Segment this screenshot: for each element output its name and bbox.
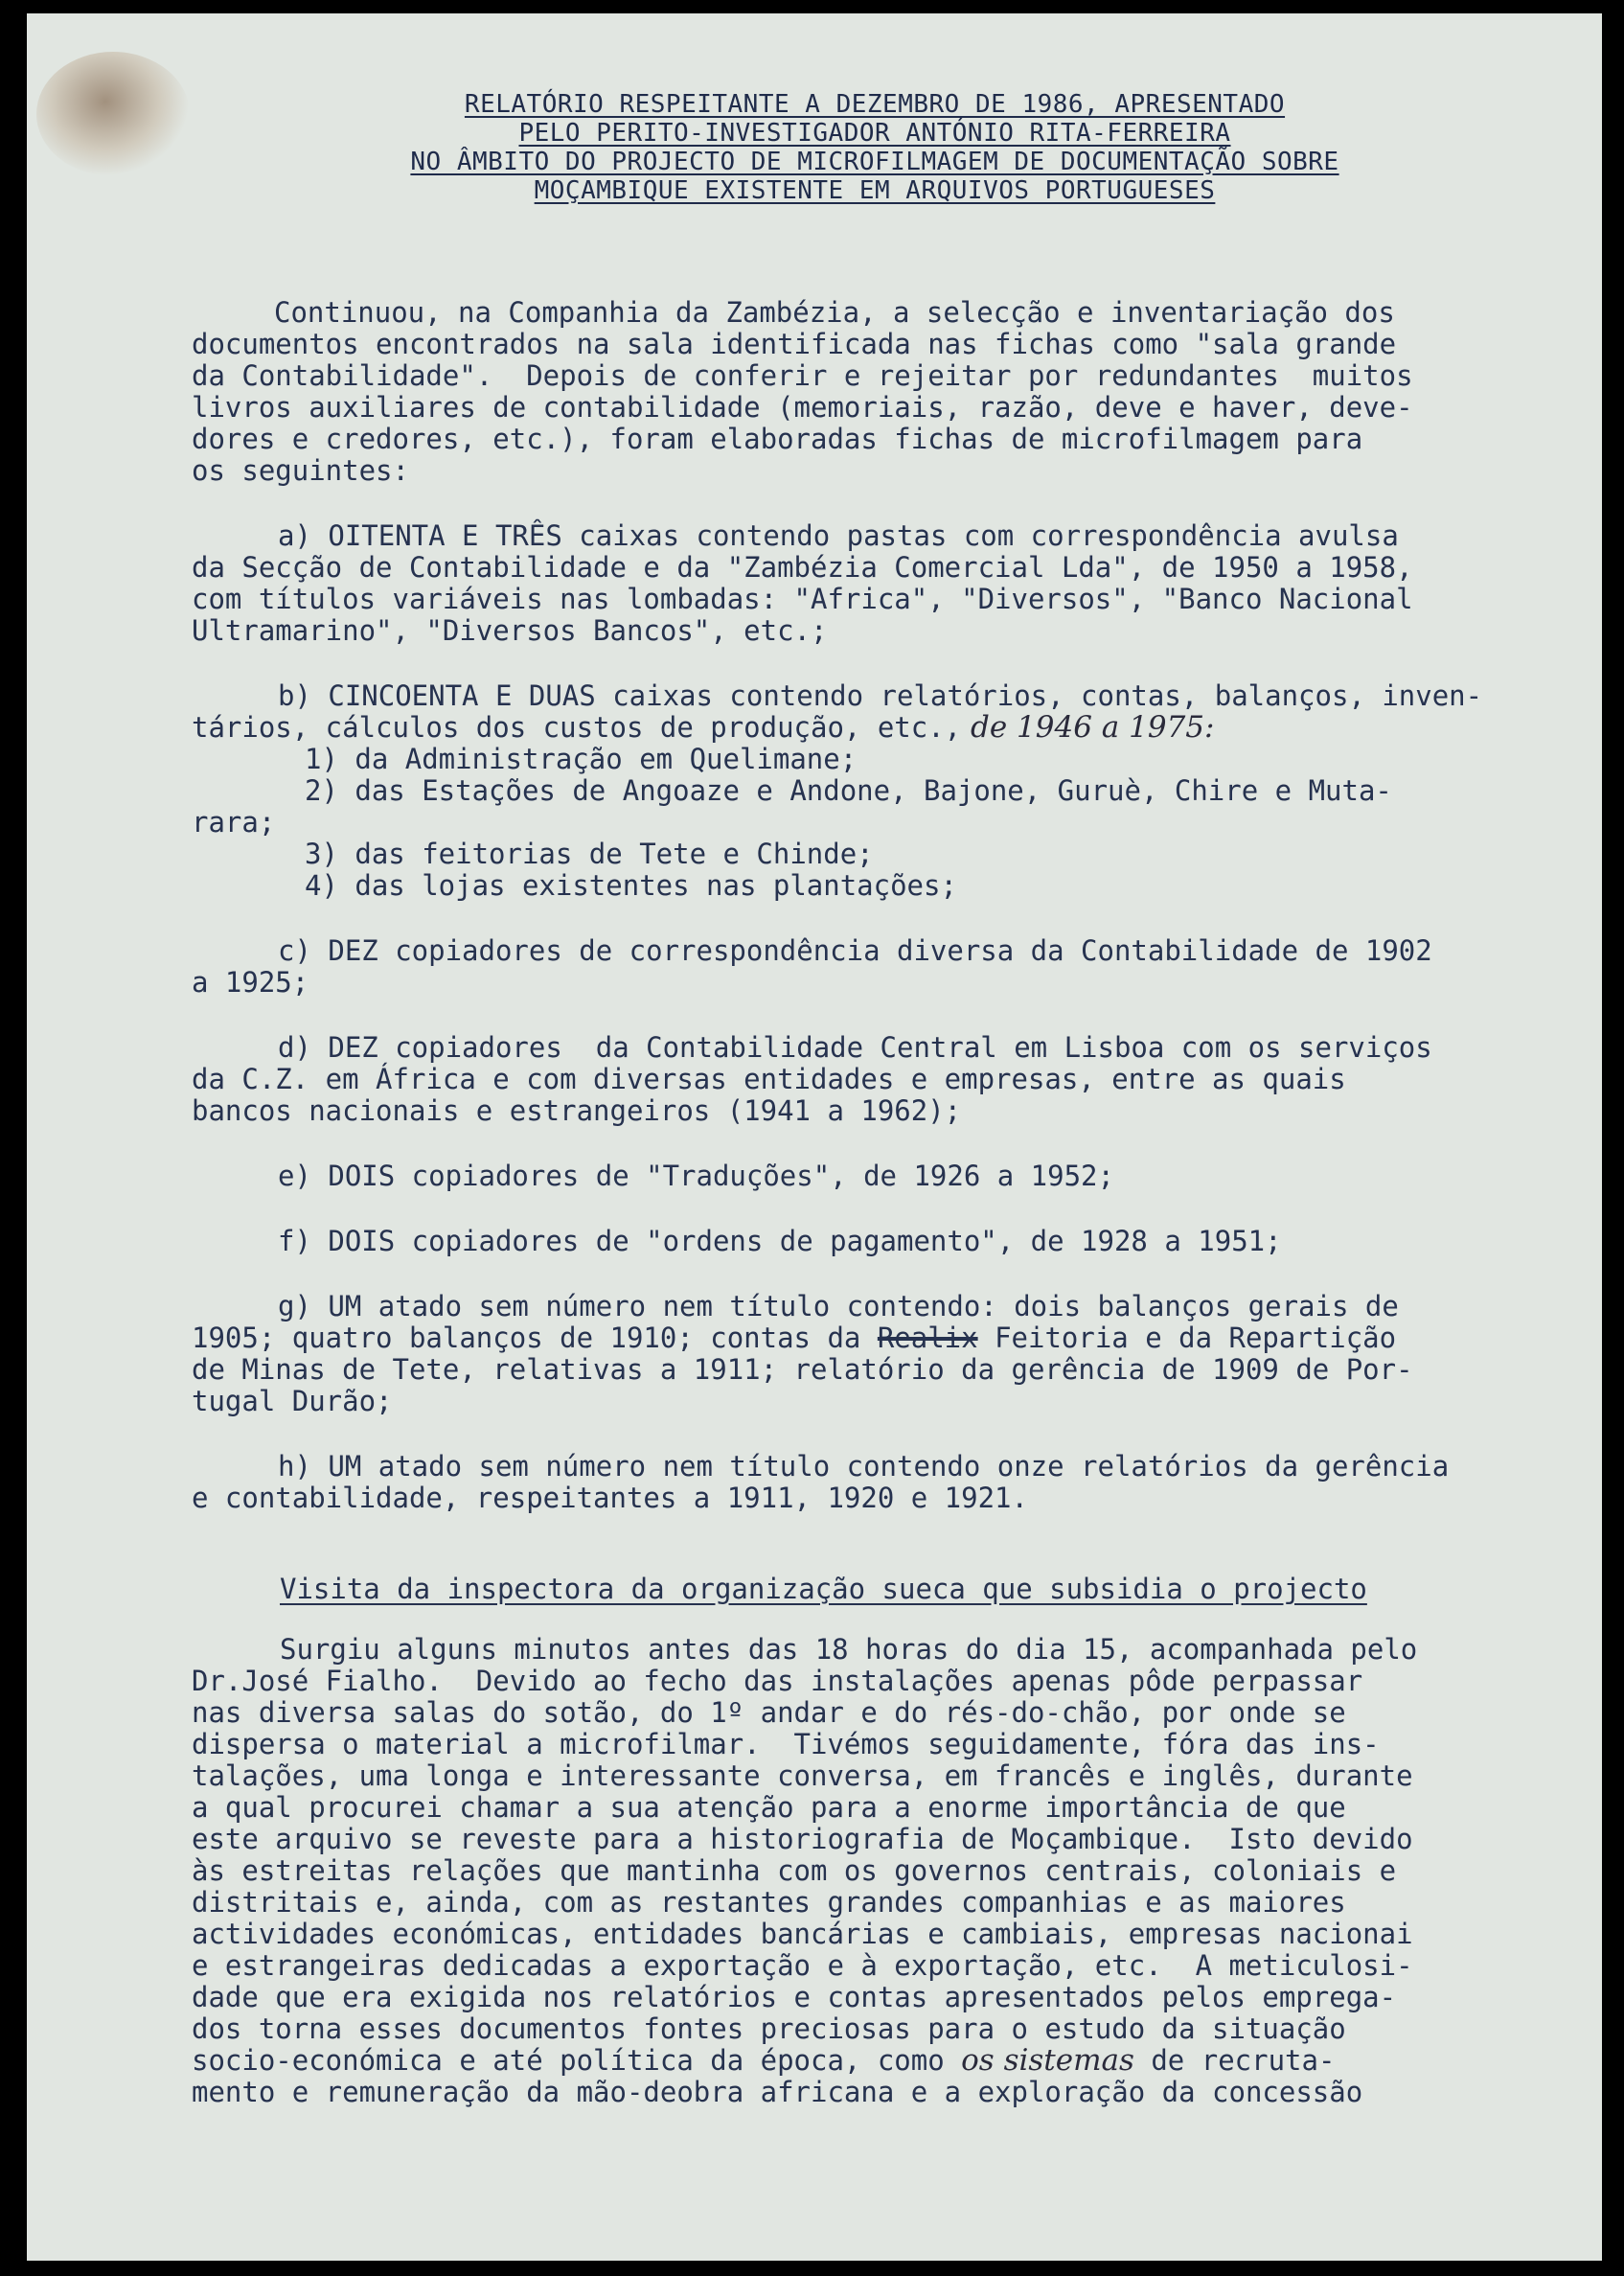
visit-line: actividades económicas, entidades bancárias e cambiais, empresas nacionai	[192, 1918, 1413, 1950]
item-a-line: da Secção de Contabilidade e da "Zambézia Comercial Lda", de 1950 a 1958,	[192, 551, 1413, 584]
intro-line: dores e credores, etc.), foram elaboradas fichas de microfilmagem para	[192, 423, 1363, 455]
item-b-subitem: 1) da Administração em Quelimane;	[305, 743, 858, 775]
item-b-subitem: 3) das feitorias de Tete e Chinde;	[305, 838, 874, 870]
item-a-line: com títulos variáveis nas lombadas: "Africa", "Diversos", "Banco Nacional	[192, 583, 1413, 615]
item-d-line: bancos nacionais e estrangeiros (1941 a 1962);	[192, 1094, 962, 1127]
title-line: NO ÂMBITO DO PROJECTO DE MICROFILMAGEM DE DOCUMENTAÇÃO SOBRE	[410, 148, 1339, 176]
struck-word: Realix	[877, 1322, 978, 1354]
visit-line: este arquivo se reveste para a historiografia de Moçambique. Isto devido	[192, 1823, 1413, 1855]
section-heading: Visita da inspectora da organização sueca que subsidia o projecto	[280, 1573, 1367, 1605]
visit-line	[192, 2045, 1571, 2077]
item-b-subitem: 2) das Estações de Angoaze e Andone, Bajone, Guruè, Chire e Muta-	[305, 774, 1392, 807]
document-page	[27, 13, 1602, 2261]
intro-text: da Contabilidade". Depois de conferir e rejeitar por	[192, 359, 1095, 392]
item-c-line: a 1925;	[192, 966, 309, 999]
paper-stain	[36, 52, 190, 176]
item-a-line: Ultramarino", "Diversos Bancos", etc.;	[192, 614, 828, 647]
visit-line: às estreitas relações que mantinha com os governos centrais, coloniais e	[192, 1854, 1397, 1887]
intro-line	[192, 360, 1571, 392]
intro-text: redundantes muitos	[1094, 359, 1413, 392]
item-h-line: h) UM atado sem número nem título contendo onze relatórios da gerência	[278, 1450, 1450, 1483]
item-g-line: g) UM atado sem número nem título contendo: dois balanços gerais de	[278, 1290, 1399, 1322]
item-f-line: f) DOIS copiadores de "ordens de pagamento", de 1928 a 1951;	[278, 1225, 1282, 1257]
visit-line: e estrangeiras dedicadas a exportação e à exportação, etc. A meticulosi-	[192, 1949, 1413, 1982]
visit-text: de recruta-	[1133, 2044, 1336, 2077]
intro-line: documentos encontrados na sala identificada nas fichas como "sala grande	[192, 328, 1397, 360]
intro-line: Continuou, na Companhia da Zambézia, a selecção e inventariação dos	[274, 296, 1395, 329]
item-c-line: c) DEZ copiadores de correspondência diversa da Contabilidade de 1902	[278, 934, 1432, 967]
handwritten-dates: de 1946 a 1975:	[961, 710, 1215, 745]
title-line: MOÇAMBIQUE EXISTENTE EM ARQUIVOS PORTUGUESES	[534, 176, 1216, 205]
item-g-line: de Minas de Tete, relativas a 1911; relatório da gerência de 1909 de Por-	[192, 1353, 1413, 1386]
item-d-line: d) DEZ copiadores da Contabilidade Central em Lisboa com os serviços	[278, 1031, 1432, 1064]
visit-line: nas diversa salas do sotão, do 1º andar e do rés-do-chão, por onde se	[192, 1696, 1346, 1729]
visit-text: socio-económica e até política da época, como	[192, 2044, 962, 2077]
visit-line: dos torna esses documentos fontes preciosas para o estudo da situação	[192, 2012, 1346, 2045]
item-g-text: 1905; quatro balanços de 1910; contas da	[192, 1322, 878, 1354]
item-g-line: tugal Durão;	[192, 1385, 393, 1417]
visit-line: a qual procurei chamar a sua atenção para a enorme importância de que	[192, 1791, 1346, 1824]
intro-line: os seguintes:	[192, 454, 409, 487]
item-b-subitem: rara;	[192, 806, 276, 839]
visit-line: Dr.José Fialho. Devido ao fecho das instalações apenas pôde perpassar	[192, 1665, 1363, 1697]
document-body	[192, 297, 1571, 2108]
item-g-text: Feitoria e da Repartição	[977, 1322, 1397, 1354]
visit-line: distritais e, ainda, com as restantes grandes companhias e as maiores	[192, 1886, 1346, 1919]
item-b-line: b) CINCOENTA E DUAS caixas contendo relatórios, contas, balanços, inven-	[278, 679, 1483, 712]
item-b-subitem: 4) das lojas existentes nas plantações;	[305, 869, 957, 902]
document-title	[276, 90, 1474, 205]
title-line: PELO PERITO-INVESTIGADOR ANTÓNIO RITA-FERREIRA	[518, 119, 1231, 148]
item-e-line: e) DOIS copiadores de "Traduções", de 1926 a 1952;	[278, 1160, 1114, 1192]
item-b-text: tários, cálculos dos custos de produção, etc.,	[192, 711, 962, 744]
visit-line: Surgiu alguns minutos antes das 18 horas do dia 15, acompanhada pelo	[280, 1633, 1418, 1666]
item-h-line: e contabilidade, respeitantes a 1911, 1920 e 1921.	[192, 1482, 1028, 1514]
title-line: RELATÓRIO RESPEITANTE A DEZEMBRO DE 1986, APRESENTADO	[464, 90, 1286, 119]
visit-line: dispersa o material a microfilmar. Tivémos seguidamente, fóra das ins-	[192, 1728, 1380, 1760]
visit-line: talações, uma longa e interessante conversa, em francês e inglês, durante	[192, 1759, 1413, 1792]
intro-line: livros auxiliares de contabilidade (memoriais, razão, deve e haver, deve-	[192, 391, 1413, 424]
item-a-line: a) OITENTA E TRÊS caixas contendo pastas com correspondência avulsa	[278, 519, 1399, 552]
item-d-line: da C.Z. em África e com diversas entidades e empresas, entre as quais	[192, 1063, 1346, 1095]
visit-line: mento e remuneração da mão-deobra africana e a exploração da concessão	[192, 2076, 1363, 2108]
visit-line: dade que era exigida nos relatórios e contas apresentados pelos emprega-	[192, 1981, 1397, 2013]
item-b-line	[192, 712, 1571, 744]
handwritten-insert: os sistemas	[961, 2043, 1134, 2078]
item-g-line	[192, 1322, 1571, 1354]
